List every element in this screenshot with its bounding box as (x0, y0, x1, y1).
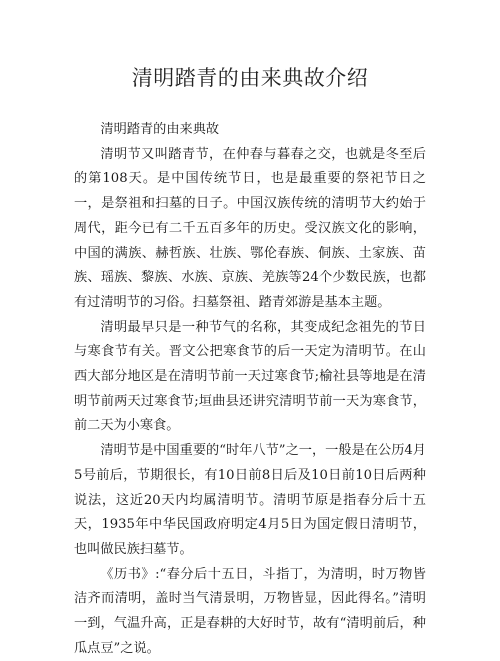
paragraph: 《历书》:“春分后十五日，斗指丁，为清明，时万物皆洁齐而清明，盖时当气清景明，万物皆显，因此得名。”清明一到，气温升高，正是春耕的大好时节，故有“清明前后，种瓜点豆”之说。 (74, 566, 426, 656)
paragraph: 清明最早只是一种节气的名称，其变成纪念祖先的节日与寒食节有关。晋文公把寒食节的后一天定为清明节。在山西大部分地区是在清明节前一天过寒食节;榆社县等地是在清明节前两天过寒食节;垣曲县还讲究清明节前一天为寒食节，前二天为小寒食。 (74, 319, 426, 434)
section-heading: 清明踏青的由来典故 (100, 122, 220, 137)
document-body (74, 118, 426, 661)
paragraph: 清明节又叫踏青节，在仲春与暮春之交，也就是冬至后的第108天。是中国传统节日，也是最重要的祭祀节日之一，是祭祖和扫墓的日子。中国汉族传统的清明节大约始于周代，距今已有二千五百多年的历史。受汉族文化的影响，中国的满族、赫哲族、壮族、鄂伦春族、侗族、土家族、苗族、瑶族、黎族、水族、京族、羌族等24个少数民族，也都有过清明节的习俗。扫墓祭祖、踏青郊游是基本主题。 (74, 146, 426, 310)
document-title: 清明踏青的由来典故介绍 (131, 66, 369, 90)
paragraph: 清明节是中国重要的“时年八节”之一，一般是在公历4月5号前后，节期很长，有10日前8日后及10日前10日后两种说法，这近20天内均属清明节。清明节原是指春分后十五天，1935年中华民国政府明定4月5日为国定假日清明节，也叫做民族扫墓节。 (74, 443, 426, 557)
